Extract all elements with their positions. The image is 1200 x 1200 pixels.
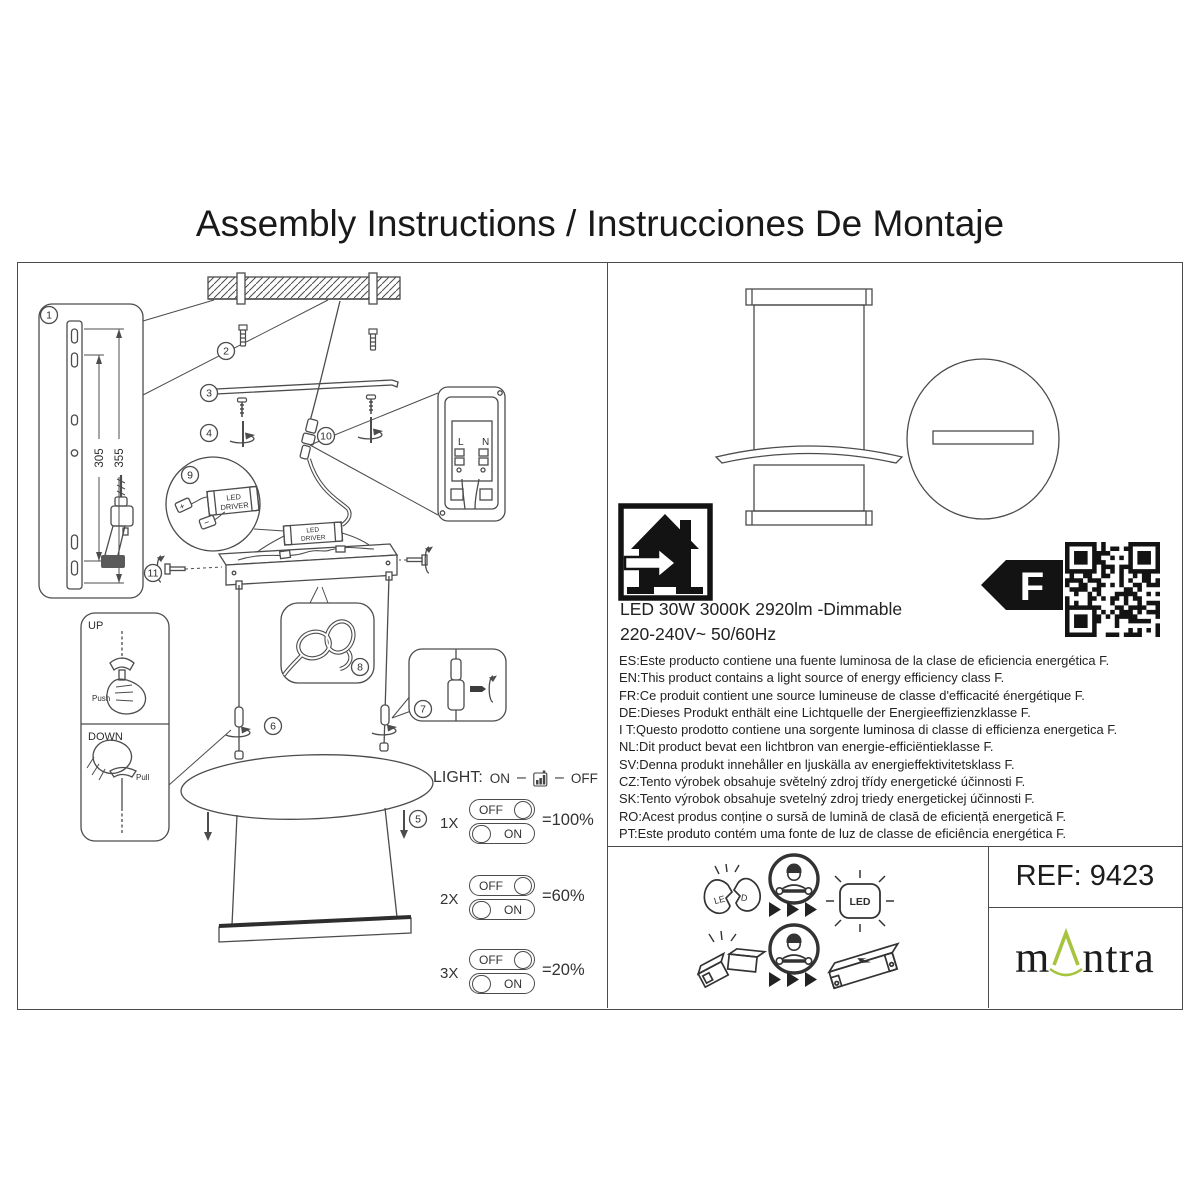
svg-text:4: 4 xyxy=(206,427,212,440)
lang-line-de: DE:Dieses Produkt enthält eine Lichtquelle der Energieeffizienzklasse F. xyxy=(619,704,1031,720)
dash: – xyxy=(554,769,564,786)
drill-icon xyxy=(101,475,133,568)
canopy-screw-left xyxy=(157,556,222,583)
lang-line-ro: RO:Acest produs conține o sursă de lumină de clasă de eficiență energetică F. xyxy=(619,808,1067,824)
toggle-label: ON xyxy=(504,976,522,991)
wall-anchor-right xyxy=(369,329,377,350)
toggle-on-3x xyxy=(469,973,535,994)
cable-connector xyxy=(298,418,319,460)
wall-anchor-left xyxy=(239,325,247,346)
lang-line-sv: SV:Denna produkt innehåller en ljuskälla av energieffektivitetsklass F. xyxy=(619,756,1015,772)
ceiling-hatch xyxy=(208,273,400,304)
led-lamp-icon xyxy=(826,870,894,932)
terminal-l-label: L xyxy=(458,437,464,448)
brand-logo xyxy=(988,907,1182,1008)
toggle-off-2x xyxy=(469,875,535,896)
light-control-legend xyxy=(433,769,598,787)
terminal-n-label: N xyxy=(482,437,490,448)
brightness-value-1x: =100% xyxy=(542,811,594,829)
svg-text:305: 305 xyxy=(94,448,106,468)
assembly-diagram xyxy=(18,263,608,1008)
spec-line-2: 220-240V~ 50/60Hz xyxy=(620,624,777,644)
bracket-detail-box xyxy=(39,304,143,598)
svg-text:1: 1 xyxy=(46,309,52,322)
detail-leader-lines xyxy=(143,300,328,395)
tighten-rotation-left xyxy=(230,421,255,447)
svg-text:5: 5 xyxy=(415,813,421,826)
lang-line-es: ES:Este producto contiene una fuente luminosa de la clase de eficiencia energética F. xyxy=(619,653,1110,668)
assembly-diagram-panel xyxy=(18,263,608,1008)
service-icons xyxy=(608,846,988,1008)
lamp-top-view xyxy=(901,349,1069,525)
svg-text:−: − xyxy=(202,516,211,529)
brightness-value-3x: =20% xyxy=(542,961,585,979)
press-count-1x: 1X xyxy=(440,815,459,832)
brand-text-m: m xyxy=(1015,933,1051,982)
light-on-label: ON xyxy=(489,770,511,786)
qr-code xyxy=(1065,542,1160,637)
svg-text:+: + xyxy=(177,500,187,513)
mounting-bar xyxy=(210,380,398,396)
svg-text:LE: LE xyxy=(712,893,727,907)
svg-text:7: 7 xyxy=(420,703,426,716)
language-lines xyxy=(619,652,1117,842)
svg-text:LED: LED xyxy=(306,526,320,535)
step-marker-2 xyxy=(218,343,235,360)
step-marker-11 xyxy=(145,565,162,582)
press-count-3x: 3X xyxy=(440,965,459,982)
bar-screw-left xyxy=(238,398,247,417)
svg-text:2: 2 xyxy=(223,345,229,358)
toggle-knob xyxy=(514,801,533,820)
lang-line-cz: CZ:Tento výrobek obsahuje světelný zdroj třídy energetické účinnosti F. xyxy=(619,774,1026,790)
step-marker-9 xyxy=(182,467,199,484)
technician-icon xyxy=(770,855,818,903)
led-driver-box xyxy=(250,459,374,557)
brand-caret-icon xyxy=(1049,927,1083,983)
technician-icon-2 xyxy=(770,925,818,973)
canopy-screw-right xyxy=(399,547,433,574)
brand-text-ntra: ntra xyxy=(1082,933,1155,982)
light-off-label: OFF xyxy=(570,770,598,786)
down-label: DOWN xyxy=(88,731,123,743)
svg-text:355: 355 xyxy=(114,448,126,468)
step-marker-6 xyxy=(265,718,282,735)
indoor-use-icon xyxy=(618,503,713,601)
lang-line-sk: SK:Tento výrobok obsahuje svetelný zdroj triedy energetickej účinnosti F. xyxy=(619,791,1035,807)
brightness-value-2x: =60% xyxy=(542,887,585,905)
mounting-bracket xyxy=(67,321,82,589)
toggle-knob xyxy=(472,975,491,994)
step-marker-3 xyxy=(201,385,218,402)
lang-line-en: EN:This product contains a light source of energy efficiency class F. xyxy=(619,670,1005,686)
toggle-knob xyxy=(514,877,533,896)
svg-text:6: 6 xyxy=(270,720,276,733)
pull-label: Pull xyxy=(136,773,150,782)
bar-screw-right xyxy=(367,395,376,414)
up-label: UP xyxy=(88,620,104,632)
product-info-panel xyxy=(607,263,1182,1008)
driver-icon xyxy=(827,944,905,989)
dimension-305 xyxy=(84,355,106,561)
lang-line-fr: FR:Ce produit contient une source lumineuse de classe d'efficacité énergétique F. xyxy=(619,687,1085,703)
oval-shade xyxy=(180,743,434,823)
svg-text:3: 3 xyxy=(206,387,212,400)
svg-text:LED: LED xyxy=(225,492,242,503)
mains-cable xyxy=(310,301,340,421)
press-count-2x: 2X xyxy=(440,891,459,908)
toggle-on-2x xyxy=(469,899,535,920)
toggle-label: ON xyxy=(504,902,522,917)
step-marker-1 xyxy=(41,307,58,324)
broken-led-icon xyxy=(704,864,760,913)
svg-text:11: 11 xyxy=(147,567,159,580)
svg-text:DRIVER: DRIVER xyxy=(300,534,326,543)
adjuster-detail-box xyxy=(392,649,506,721)
canopy-bar xyxy=(219,544,397,589)
toggle-knob xyxy=(514,951,533,970)
dimmer-icon xyxy=(533,770,548,787)
toggle-label: OFF xyxy=(479,878,503,893)
toggle-on-1x xyxy=(469,823,535,844)
push-label: Push xyxy=(92,694,111,703)
svg-text:LED: LED xyxy=(849,895,871,908)
toggle-label: OFF xyxy=(479,952,503,967)
energy-class-letter: F xyxy=(1019,565,1045,609)
svg-text:DRIVER: DRIVER xyxy=(219,500,250,513)
broken-driver-icon xyxy=(695,931,764,987)
step-marker-10 xyxy=(318,428,335,445)
page-title: Assembly Instructions / Instrucciones De Montaje xyxy=(195,203,1005,244)
reference-number: REF: 9423 xyxy=(1015,860,1155,892)
toggle-label: OFF xyxy=(479,802,503,817)
lamp-side-view xyxy=(708,287,908,533)
step-marker-8 xyxy=(352,659,369,676)
instruction-sheet xyxy=(17,262,1183,1010)
lang-line-nl: NL:Dit product bevat een lichtbron van energie-efficiëntieklasse F. xyxy=(619,739,994,755)
lang-line-it: I T:Questo prodotto contiene una sorgente luminosa di classe di efficienza energetica F. xyxy=(619,722,1118,738)
spec-line-1: LED 30W 3000K 2920lm -Dimmable xyxy=(620,599,903,619)
svg-text:8: 8 xyxy=(357,661,363,674)
light-label: LIGHT: xyxy=(433,769,483,786)
svg-text:D: D xyxy=(740,892,749,904)
svg-text:10: 10 xyxy=(320,430,332,443)
light-bar xyxy=(219,808,411,942)
step-marker-7 xyxy=(415,701,432,718)
svg-text:9: 9 xyxy=(187,469,193,482)
toggle-label: ON xyxy=(504,826,522,841)
toggle-knob xyxy=(472,901,491,920)
step-marker-5 xyxy=(410,811,427,828)
toggle-knob xyxy=(472,825,491,844)
dash: – xyxy=(517,769,526,786)
step-marker-4 xyxy=(201,425,218,442)
energy-class-arrow xyxy=(980,559,1064,611)
toggle-off-3x xyxy=(469,949,535,970)
lang-line-pt: PT:Este produto contém uma fonte de luz de classe de eficiência energética F. xyxy=(619,825,1067,841)
toggle-off-1x xyxy=(469,799,535,820)
